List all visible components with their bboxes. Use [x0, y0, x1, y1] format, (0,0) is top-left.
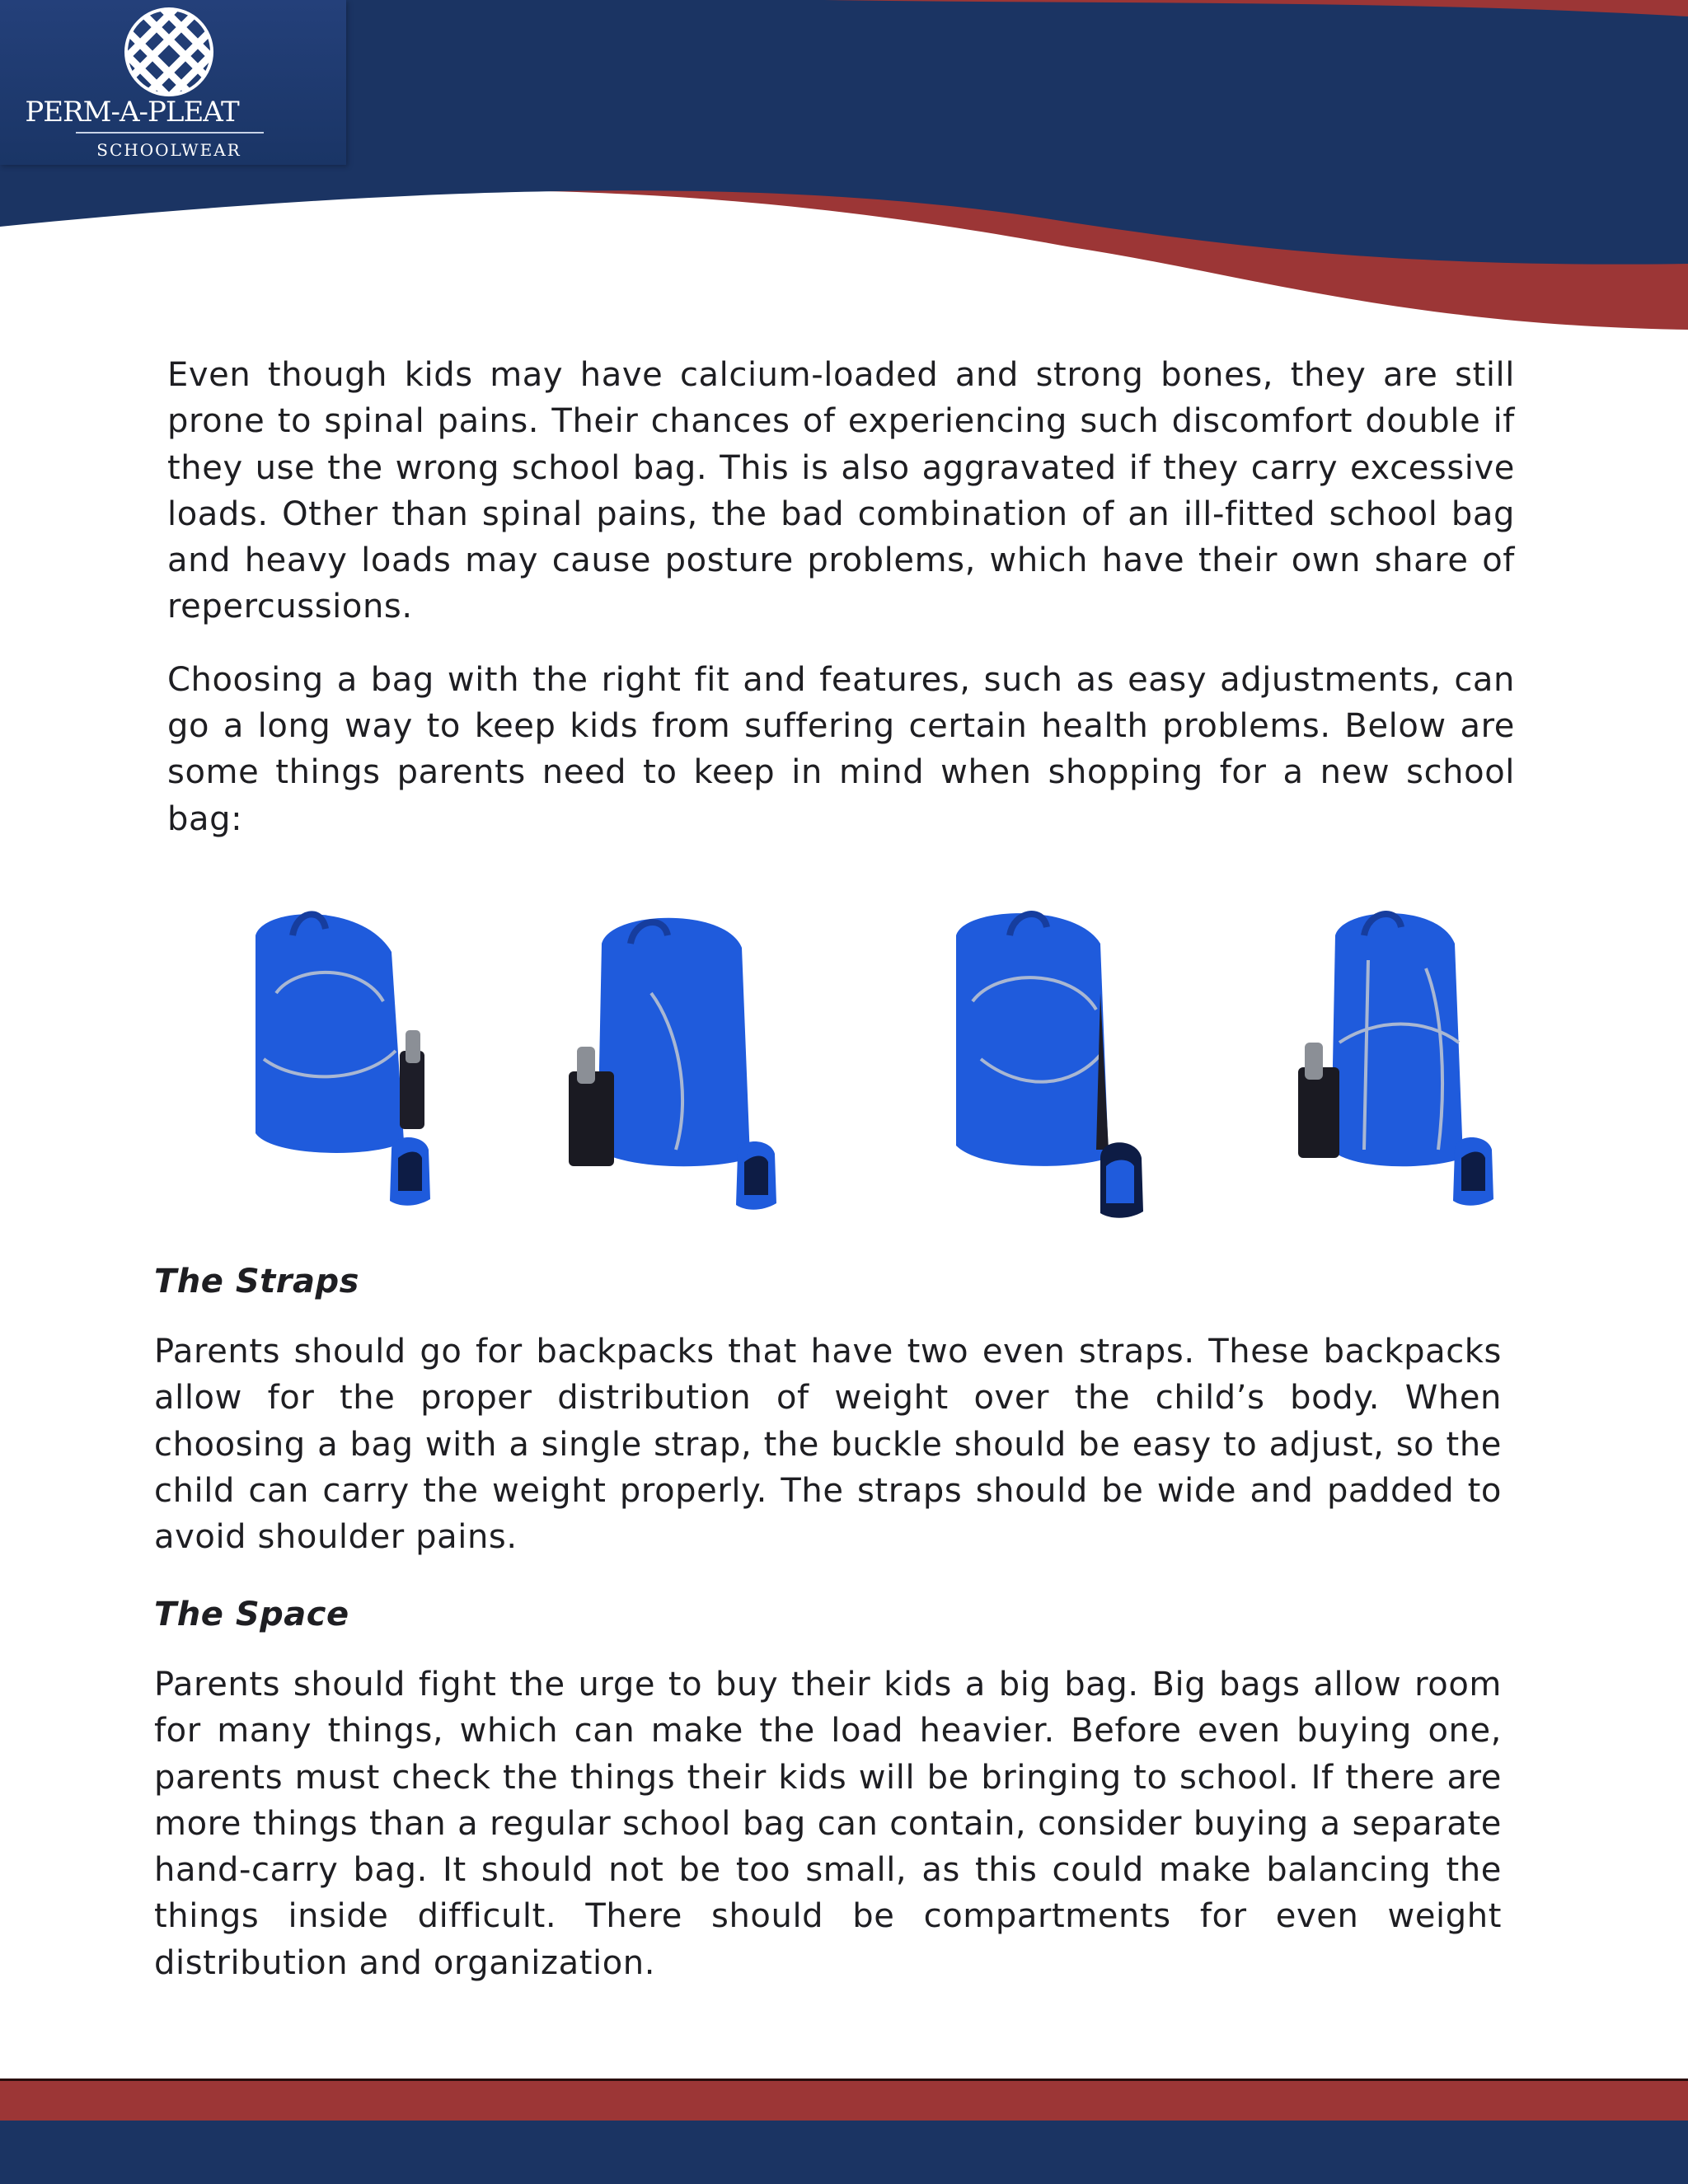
intro-paragraph: Choosing a bag with the right fit and features, such as easy adjustments, can go a long way to keep kids from suffering certain health problems. Below are some things parents need to keep in mind when shopping for a new school bag:: [167, 660, 1515, 838]
brand-name: PERM-A-PLEAT: [25, 96, 239, 129]
footer-red-stripe: [0, 2079, 1688, 2121]
section-heading: The Straps: [154, 1263, 359, 1301]
section-heading: The Space: [154, 1596, 349, 1633]
intro-text: [167, 352, 1515, 869]
lattice-globe-icon: [120, 7, 218, 97]
intro-paragraph: Even though kids may have calcium-loaded and strong bones, they are still prone to spinal pains. Their chances of experiencing such discomfort double if they use the wrong school bag. This is also aggravated if they carry excessive loads. Other than spinal pains, the bad combination of an ill-fitted school bag and heavy loads may cause posture problems, which have their own share of repercussions.: [167, 356, 1515, 626]
section-body: Parents should fight the urge to buy their kids a big bag. Big bags allow room for many things, which can make the load heavier. Before even buying one, parents must check the things their kids will be bringing to school. If there are more things than a regular school bag can contain, consider buying a separate hand-carry bag. It should not be too small, as this could make balancing the things inside difficult. There should be compartments for even weight distribution and organization.: [154, 1666, 1502, 1982]
backpack-photo-1: [198, 878, 462, 1244]
backpack-photo-3: [931, 878, 1195, 1244]
backpack-photo-2: [552, 878, 816, 1244]
footer-navy-stripe: [0, 2121, 1688, 2184]
section-body: Parents should go for backpacks that have two even straps. These backpacks allow for the proper distribution of weight over the child’s body. When choosing a bag with a single strap, the buckle should be easy to adjust, so the child can carry the weight properly. The straps should be wide and padded to avoid shoulder pains.: [154, 1333, 1502, 1557]
backpack-photo-4: [1278, 878, 1541, 1244]
brand-subtitle: SCHOOLWEAR: [96, 140, 241, 160]
section-space: [154, 1591, 1502, 1986]
section-straps: [154, 1258, 1502, 1560]
footer-band: [0, 2079, 1688, 2184]
brand-logo: [0, 0, 346, 165]
brand-divider: [76, 132, 264, 134]
